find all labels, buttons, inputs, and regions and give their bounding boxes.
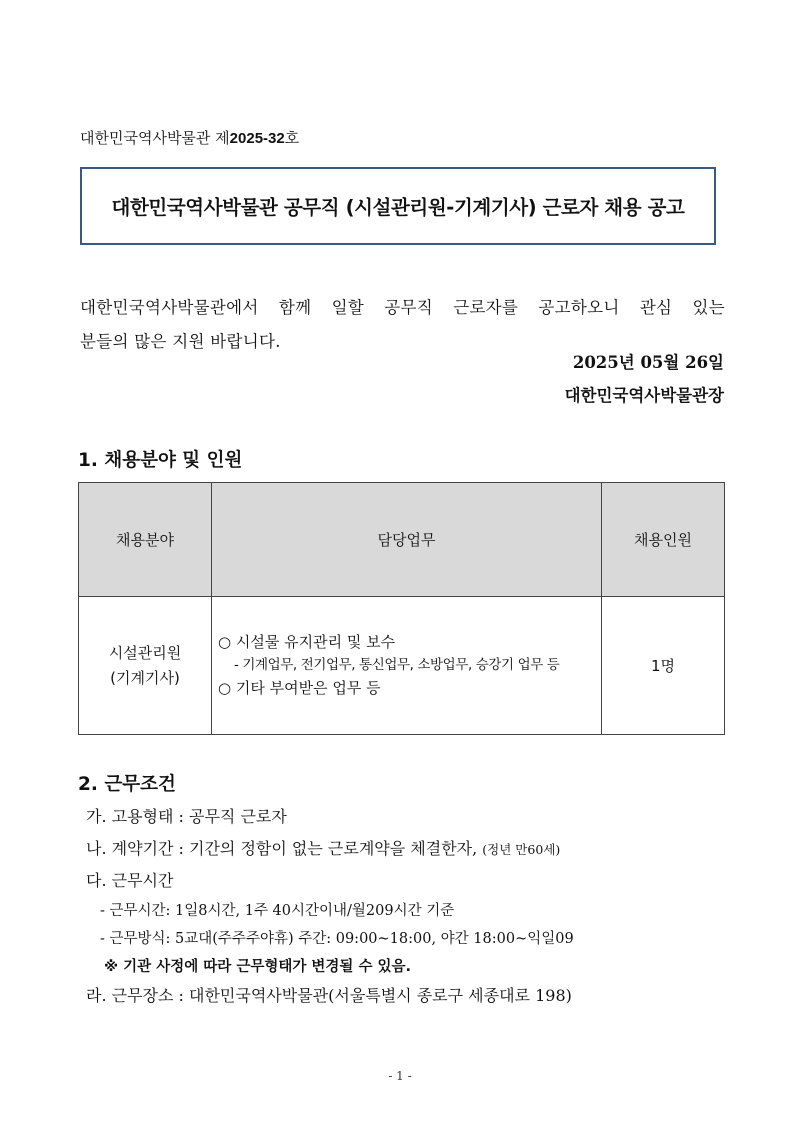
notice: ※ 기관 사정에 따라 근무형태가 변경될 수 있음. — [104, 959, 412, 975]
recruitment-table — [78, 482, 725, 735]
announcement-date: 2025년 05월 26일 — [572, 353, 724, 372]
count-cell: 1명 — [602, 597, 725, 735]
hours-sub-2: - 근무방식: 5교대(주주주야휴) 주간: 09:00~18:00, 야간 18:00~익일09 — [100, 931, 574, 947]
section-2-heading: 2. 근무조건 — [78, 774, 176, 795]
page-number: - 1 - — [388, 1069, 412, 1083]
contract-period: 나. 계약기간 : 기간의 정함이 없는 근로계약을 체결한자, (정년 만60세) — [86, 839, 561, 858]
workplace: 라. 근무장소 : 대한민국역사박물관(서울특별시 종로구 세종대로 198) — [86, 986, 572, 1005]
field-cell: 시설관리원 (기계기사) — [79, 597, 212, 735]
duty-item: ○ 기타 부여받은 업무 등 — [218, 679, 381, 697]
title-box — [80, 167, 716, 245]
duty-cell — [212, 597, 602, 735]
page-title: 대한민국역사박물관 공무직 (시설관리원-기계기사) 근로자 채용 공고 — [111, 196, 685, 219]
intro-line-2: 분들의 많은 지원 바랍니다. — [80, 332, 281, 351]
table-row — [79, 597, 725, 735]
hours-heading: 다. 근무시간 — [86, 871, 174, 890]
section-1-heading: 1. 채용분야 및 인원 — [78, 450, 243, 471]
table-header-row — [79, 483, 725, 597]
employment-type: 가. 고용형태 : 공무직 근로자 — [86, 807, 287, 826]
duty-sub-item: - 기계업무, 전기업무, 통신업무, 소방업무, 승강기 업무 등 — [234, 657, 560, 673]
header-duty: 담당업무 — [212, 483, 602, 597]
signer: 대한민국역사박물관장 — [564, 386, 724, 405]
header-count: 채용인원 — [602, 483, 725, 597]
hours-sub-1: - 근무시간: 1일8시간, 1주 40시간이내/월209시간 기준 — [100, 903, 455, 919]
document-number: 대한민국역사박물관 제2025-32호 — [80, 129, 300, 147]
duty-item: ○ 시설물 유지관리 및 보수 — [218, 633, 396, 651]
header-field: 채용분야 — [79, 483, 212, 597]
intro-line-1: 대한민국역사박물관에서 함께 일할 공무직 근로자를 공고하오니 관심 있는 — [80, 298, 725, 317]
